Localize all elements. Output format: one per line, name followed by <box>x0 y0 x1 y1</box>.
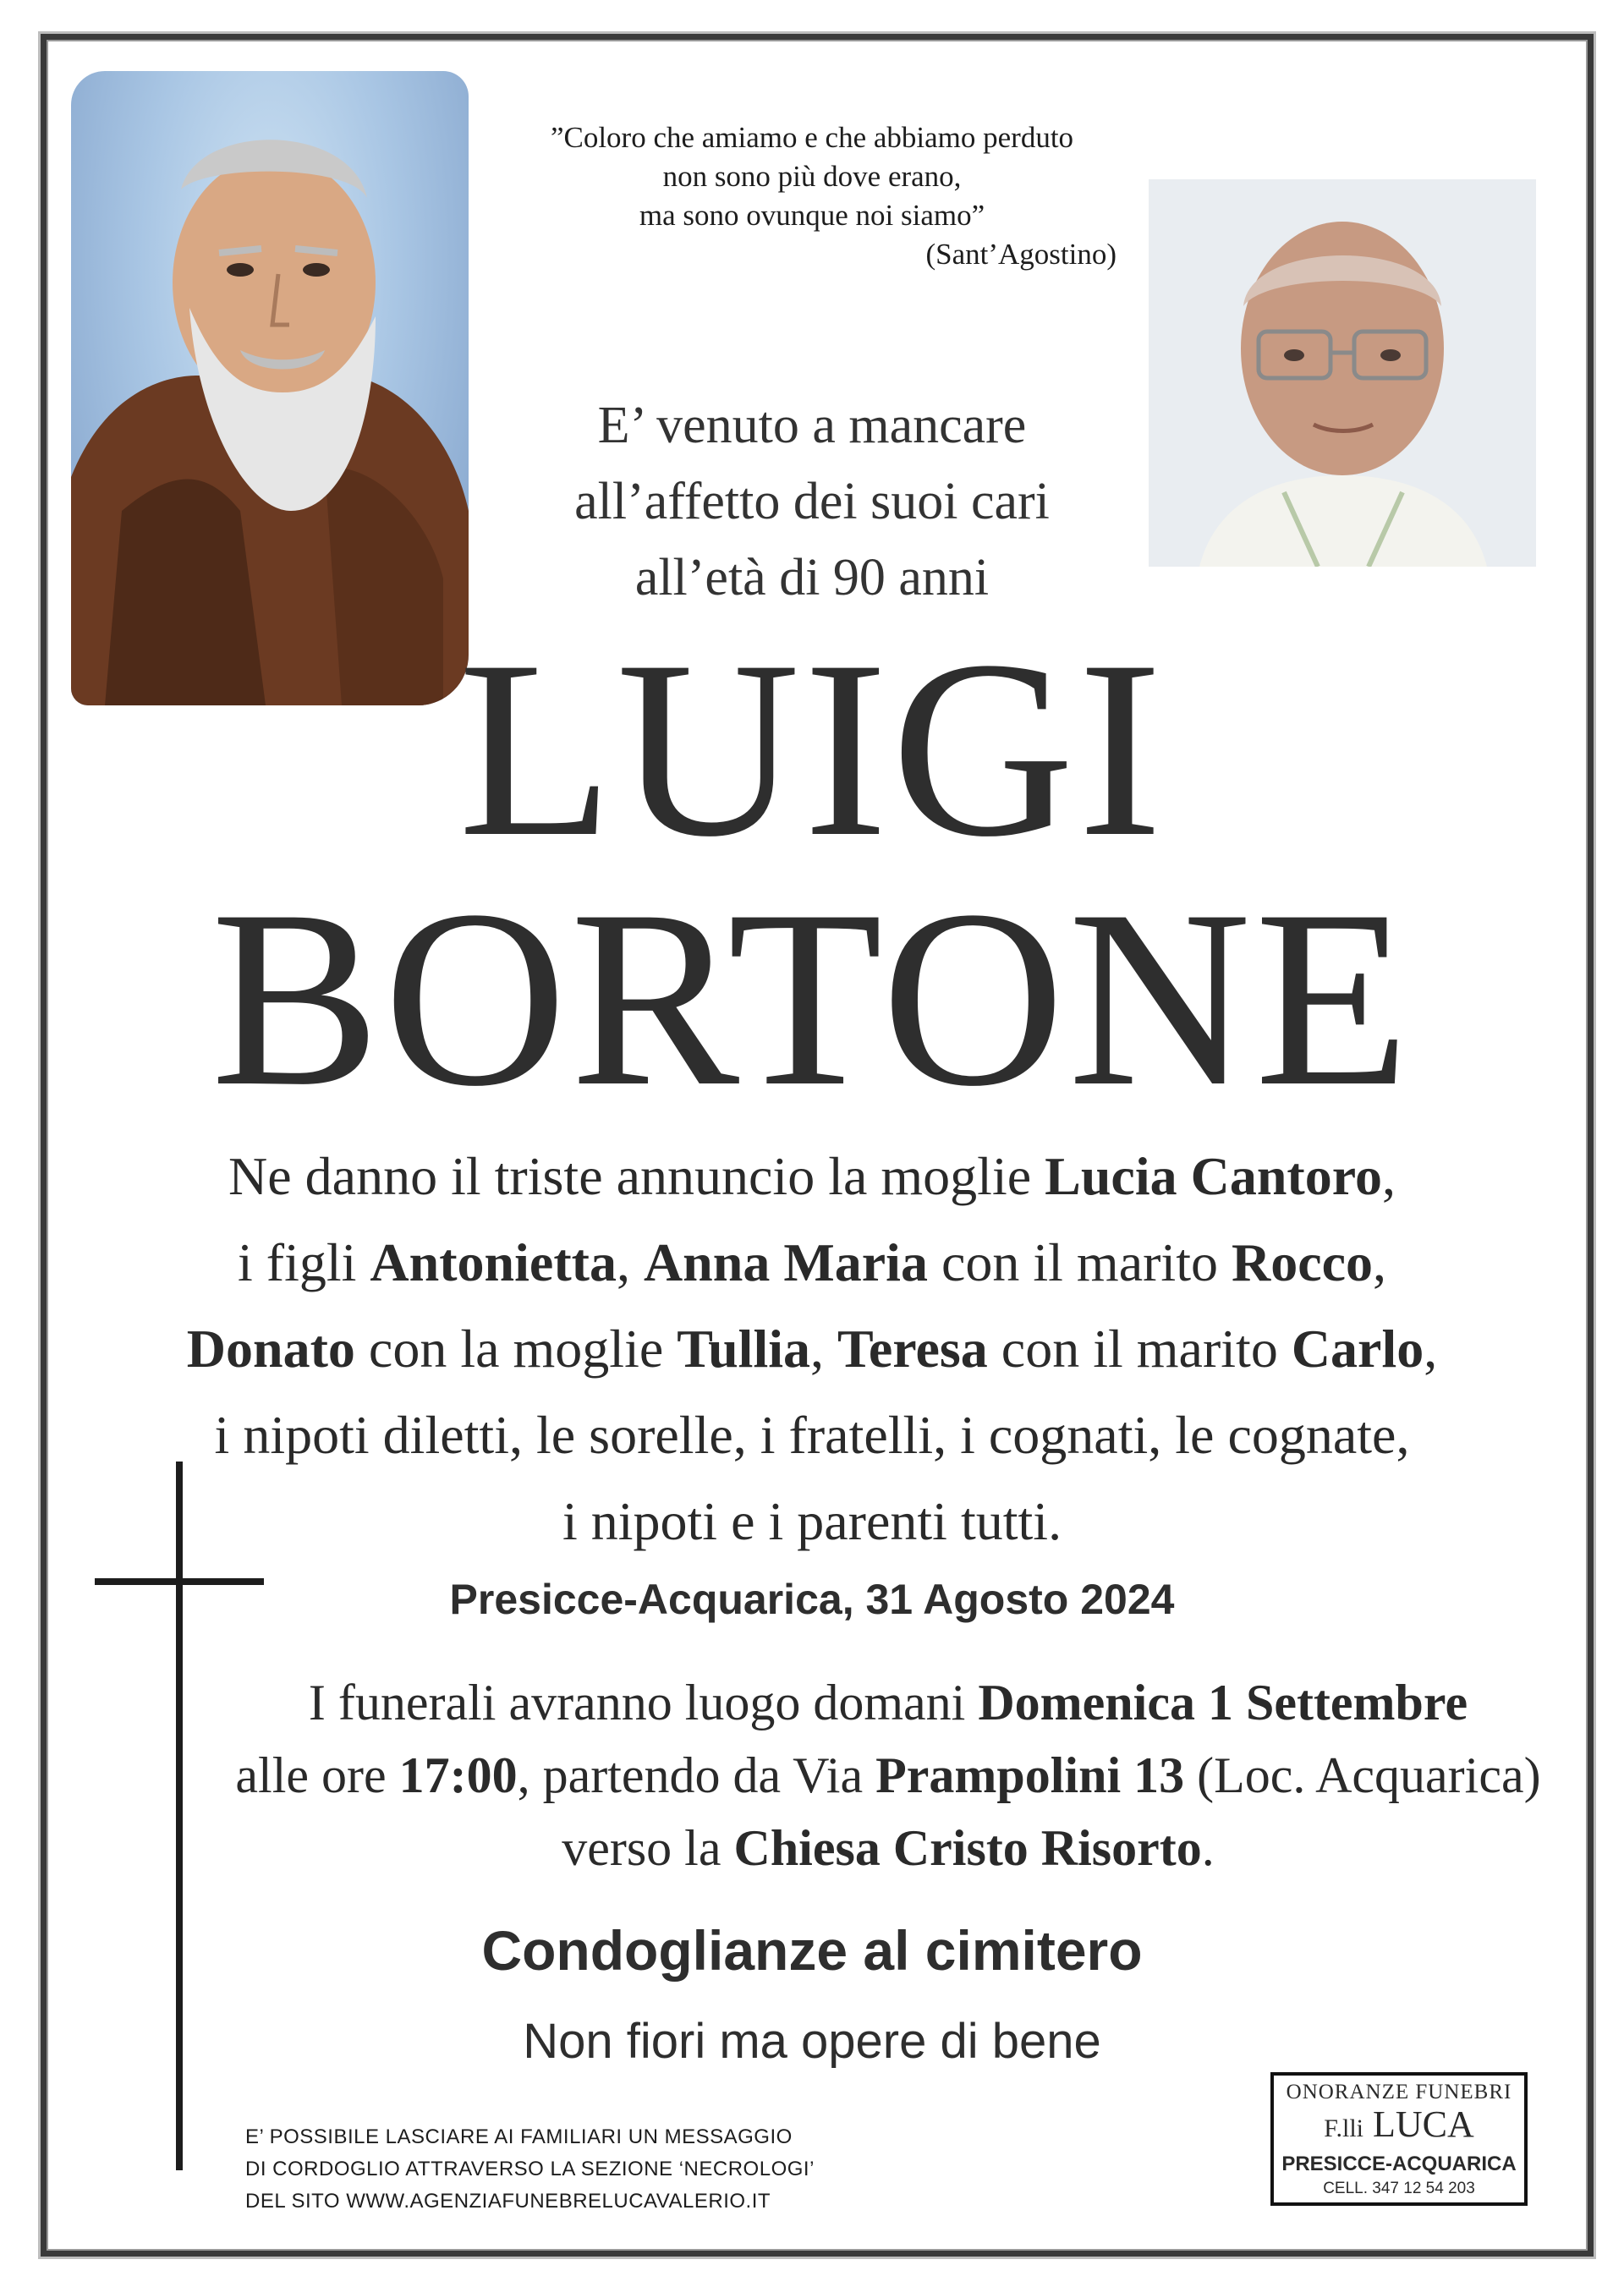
funeral-line <box>203 1666 1573 1739</box>
funeral-address: Prampolini 13 <box>875 1747 1185 1803</box>
announcement-text: con il marito <box>987 1319 1292 1379</box>
online-message-notice <box>245 2121 854 2218</box>
quote-line: non sono più dove erano, <box>662 160 962 193</box>
relative-name: Teresa <box>837 1319 988 1379</box>
notice-line: DEL SITO WWW.AGENZIAFUNEBRELUCAVALERIO.IT <box>245 2190 771 2213</box>
deceased-portrait-drawing <box>1149 179 1536 567</box>
relative-name: Antonietta <box>370 1232 617 1292</box>
funeral-line <box>203 1812 1573 1884</box>
relative-name: Anna Maria <box>643 1232 928 1292</box>
quote-block <box>474 118 1150 274</box>
place-and-date: Presicce-Acquarica, 31 Agosto 2024 <box>449 1576 1175 1623</box>
funeral-church: Chiesa Cristo Risorto <box>733 1820 1202 1876</box>
funeral-agency-logo <box>1270 2072 1528 2206</box>
announcement-text: , <box>1381 1146 1396 1206</box>
announcement-line <box>76 1220 1548 1306</box>
relative-name: Tullia <box>677 1319 810 1379</box>
announcement-text: , <box>616 1232 644 1292</box>
quote-line: ”Coloro che amiamo e che abbiamo perduto <box>550 121 1074 154</box>
quote-attribution: (Sant’Agostino) <box>925 238 1116 271</box>
intro-text <box>474 387 1150 616</box>
funeral-text: , partendo da Via <box>517 1747 876 1803</box>
funeral-text: . <box>1201 1820 1215 1876</box>
deceased-first-name: LUIGI <box>458 608 1166 889</box>
announcement-line <box>76 1133 1548 1220</box>
funeral-text: verso la <box>562 1820 734 1876</box>
announcement-text: con il marito <box>927 1232 1232 1292</box>
announcement-text: , <box>1424 1319 1438 1379</box>
agency-town: PRESICCE-ACQUARICA <box>1281 2153 1517 2175</box>
saint-portrait-drawing <box>71 71 469 705</box>
announcement-line: i nipoti diletti, le sorelle, i fratelli, i cognati, le cognate, <box>214 1405 1410 1465</box>
condolences-heading: Condoglianze al cimitero <box>481 1919 1143 1982</box>
announcement-text: , <box>810 1319 837 1379</box>
relative-name: Lucia Cantoro <box>1045 1146 1382 1206</box>
funeral-details <box>203 1666 1573 1884</box>
deceased-photo <box>1149 179 1536 567</box>
announcement-line <box>76 1306 1548 1392</box>
agency-prefix: F.lli <box>1324 2114 1363 2142</box>
announcement <box>76 1133 1548 1565</box>
deceased-last-name: BORTONE <box>211 858 1413 1138</box>
intro-line: all’età di 90 anni <box>634 549 990 606</box>
saint-portrait-image <box>71 71 469 705</box>
notice-line: DI CORDOGLIO ATTRAVERSO LA SEZIONE ‘NECROLOGI’ <box>245 2158 815 2180</box>
announcement-text: , <box>1373 1232 1387 1292</box>
notice-line: E’ POSSIBILE LASCIARE AI FAMILIARI UN MESSAGGIO <box>245 2125 793 2148</box>
agency-brand <box>1274 2103 1524 2147</box>
funeral-time: 17:00 <box>398 1747 518 1803</box>
funeral-line <box>203 1739 1573 1812</box>
agency-header: ONORANZE FUNEBRI <box>1286 2081 1512 2103</box>
announcement-text: con la moglie <box>354 1319 678 1379</box>
announcement-text: i figli <box>237 1232 370 1292</box>
agency-name: LUCA <box>1373 2103 1474 2145</box>
announcement-line: i nipoti e i parenti tutti. <box>562 1491 1062 1551</box>
funeral-date: Domenica 1 Settembre <box>978 1675 1468 1730</box>
agency-phone: CELL. 347 12 54 203 <box>1323 2180 1475 2197</box>
announcement-text: Ne danno il triste annuncio la moglie <box>228 1146 1045 1206</box>
intro-line: E’ venuto a mancare <box>597 397 1027 454</box>
intro-line: all’affetto dei suoi cari <box>574 473 1050 530</box>
funeral-text: (Loc. Acquarica) <box>1184 1747 1541 1803</box>
relative-name: Carlo <box>1291 1319 1424 1379</box>
funeral-text: I funerali avranno luogo domani <box>308 1675 979 1730</box>
no-flowers-text: Non fiori ma opere di bene <box>523 2014 1101 2069</box>
relative-name: Rocco <box>1231 1232 1374 1292</box>
relative-name: Donato <box>186 1319 355 1379</box>
funeral-text: alle ore <box>235 1747 399 1803</box>
quote-line: ma sono ovunque noi siamo” <box>639 199 985 232</box>
